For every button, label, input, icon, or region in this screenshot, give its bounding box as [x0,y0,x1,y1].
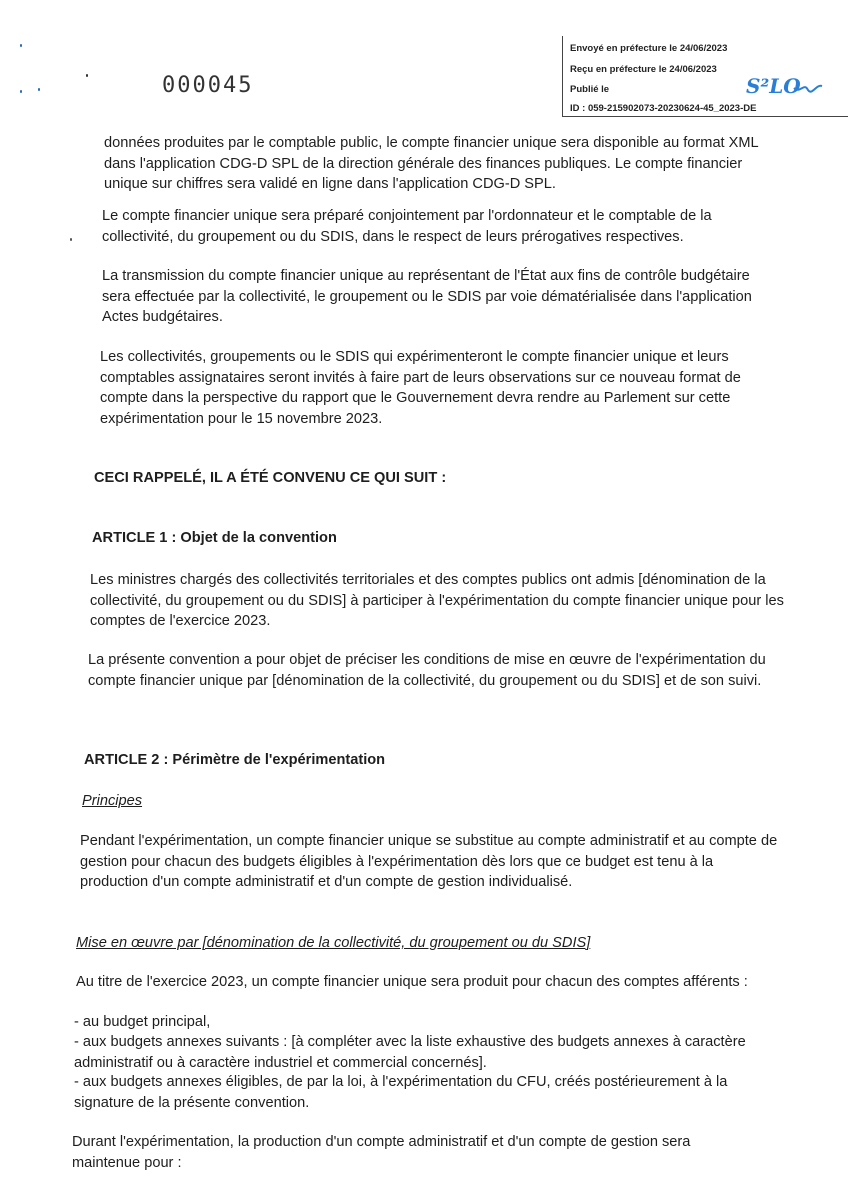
article2-title: ARTICLE 2 : Périmètre de l'expérimentation [84,752,386,768]
paragraph-mise-intro: Au titre de l'exercice 2023, un compte financier unique sera produit pour chacun des comptes afférents : [76,974,748,990]
article1-title: ARTICLE 1 : Objet de la convention [92,530,337,546]
section-heading: CECI RAPPELÉ, IL A ÉTÉ CONVENU CE QUI SUIT : [94,470,447,486]
stamp-id: ID : 059-215902073-20230624-45_2023-DE [570,103,757,114]
scan-mark [20,44,22,47]
list-item-budget-principal: - au budget principal, [74,1014,211,1030]
paragraph-observations: Les collectivités, groupements ou le SDIS qui expérimenteront le compte financier unique et leurs comptables assignataires seront invités à faire part de leurs observations sur ce nouveau format de compte dans la perspective du rapport que le Gouvernement devra rendre au Parlement sur cette expérimentation pour le 15 novembre 2023. [100,349,741,427]
scan-mark [70,238,72,241]
subsection-mise-en-oeuvre: Mise en œuvre par [dénomination de la collectivité, du groupement ou du SDIS] [76,935,591,951]
stamp-sent-date: Envoyé en préfecture le 24/06/2023 [570,43,728,54]
stamp-received-date: Reçu en préfecture le 24/06/2023 [570,64,717,75]
paragraph-preparation: Le compte financier unique sera préparé conjointement par l'ordonnateur et le comptable de la collectivité, du groupement ou du SDIS, dans le respect de leurs prérogatives respectives. [102,208,712,245]
handwritten-signature-icon [744,72,824,100]
paragraph-transmission: La transmission du compte financier unique au représentant de l'État aux fins de contrôle budgétaire sera effectuée par la collectivité, le groupement ou le SDIS par voie dématérialisée dans l'application Actes budgétaires. [102,268,752,325]
article1-paragraph1: Les ministres chargés des collectivités territoriales et des comptes publics ont admis [dénomination de la collectivité, du groupement ou du SDIS] à participer à l'expérimentation du compte financier unique pour les comptes de l'exercice 2023. [90,572,784,629]
page-number: 000045 [162,73,254,98]
article1-paragraph2: La présente convention a pour objet de préciser les conditions de mise en œuvre de l'expérimentation du compte financier unique par [dénomination de la collectivité, du groupement ou du SDIS] et de son suivi. [88,652,766,689]
subsection-principes: Principes [82,793,143,809]
svg-text:S²LO: S²LO [746,74,801,98]
paragraph-durant: Durant l'expérimentation, la production d'un compte administratif et d'un compte de gestion sera maintenue pour : [72,1134,691,1171]
stamp-published: Publié le [570,84,610,95]
scan-mark [86,74,88,77]
list-item-budgets-eligibles: - aux budgets annexes éligibles, de par la loi, à l'expérimentation du CFU, créés postérieurement à la signature de la présente convention. [74,1074,728,1111]
paragraph-intro: données produites par le comptable public, le compte financier unique sera disponible au format XML dans l'application CDG-D SPL de la direction générale des finances publiques. Le compte financier unique sur chiffres sera validé en ligne dans l'application CDG-D SPL. [104,135,759,192]
paragraph-principes: Pendant l'expérimentation, un compte financier unique se substitue au compte administratif et au compte de gestion pour chacun des budgets éligibles à l'expérimentation dès lors que ce budget est tenu à la production d'un compte administratif et d'un compte de gestion individualisé. [80,833,778,890]
scan-mark [38,88,40,91]
scan-mark [20,90,22,93]
handwritten-annotation [744,72,824,100]
list-item-budgets-annexes: - aux budgets annexes suivants : [à compléter avec la liste exhaustive des budgets annexes à caractère administratif ou à caractère industriel et commercial concernés]. [74,1034,746,1071]
